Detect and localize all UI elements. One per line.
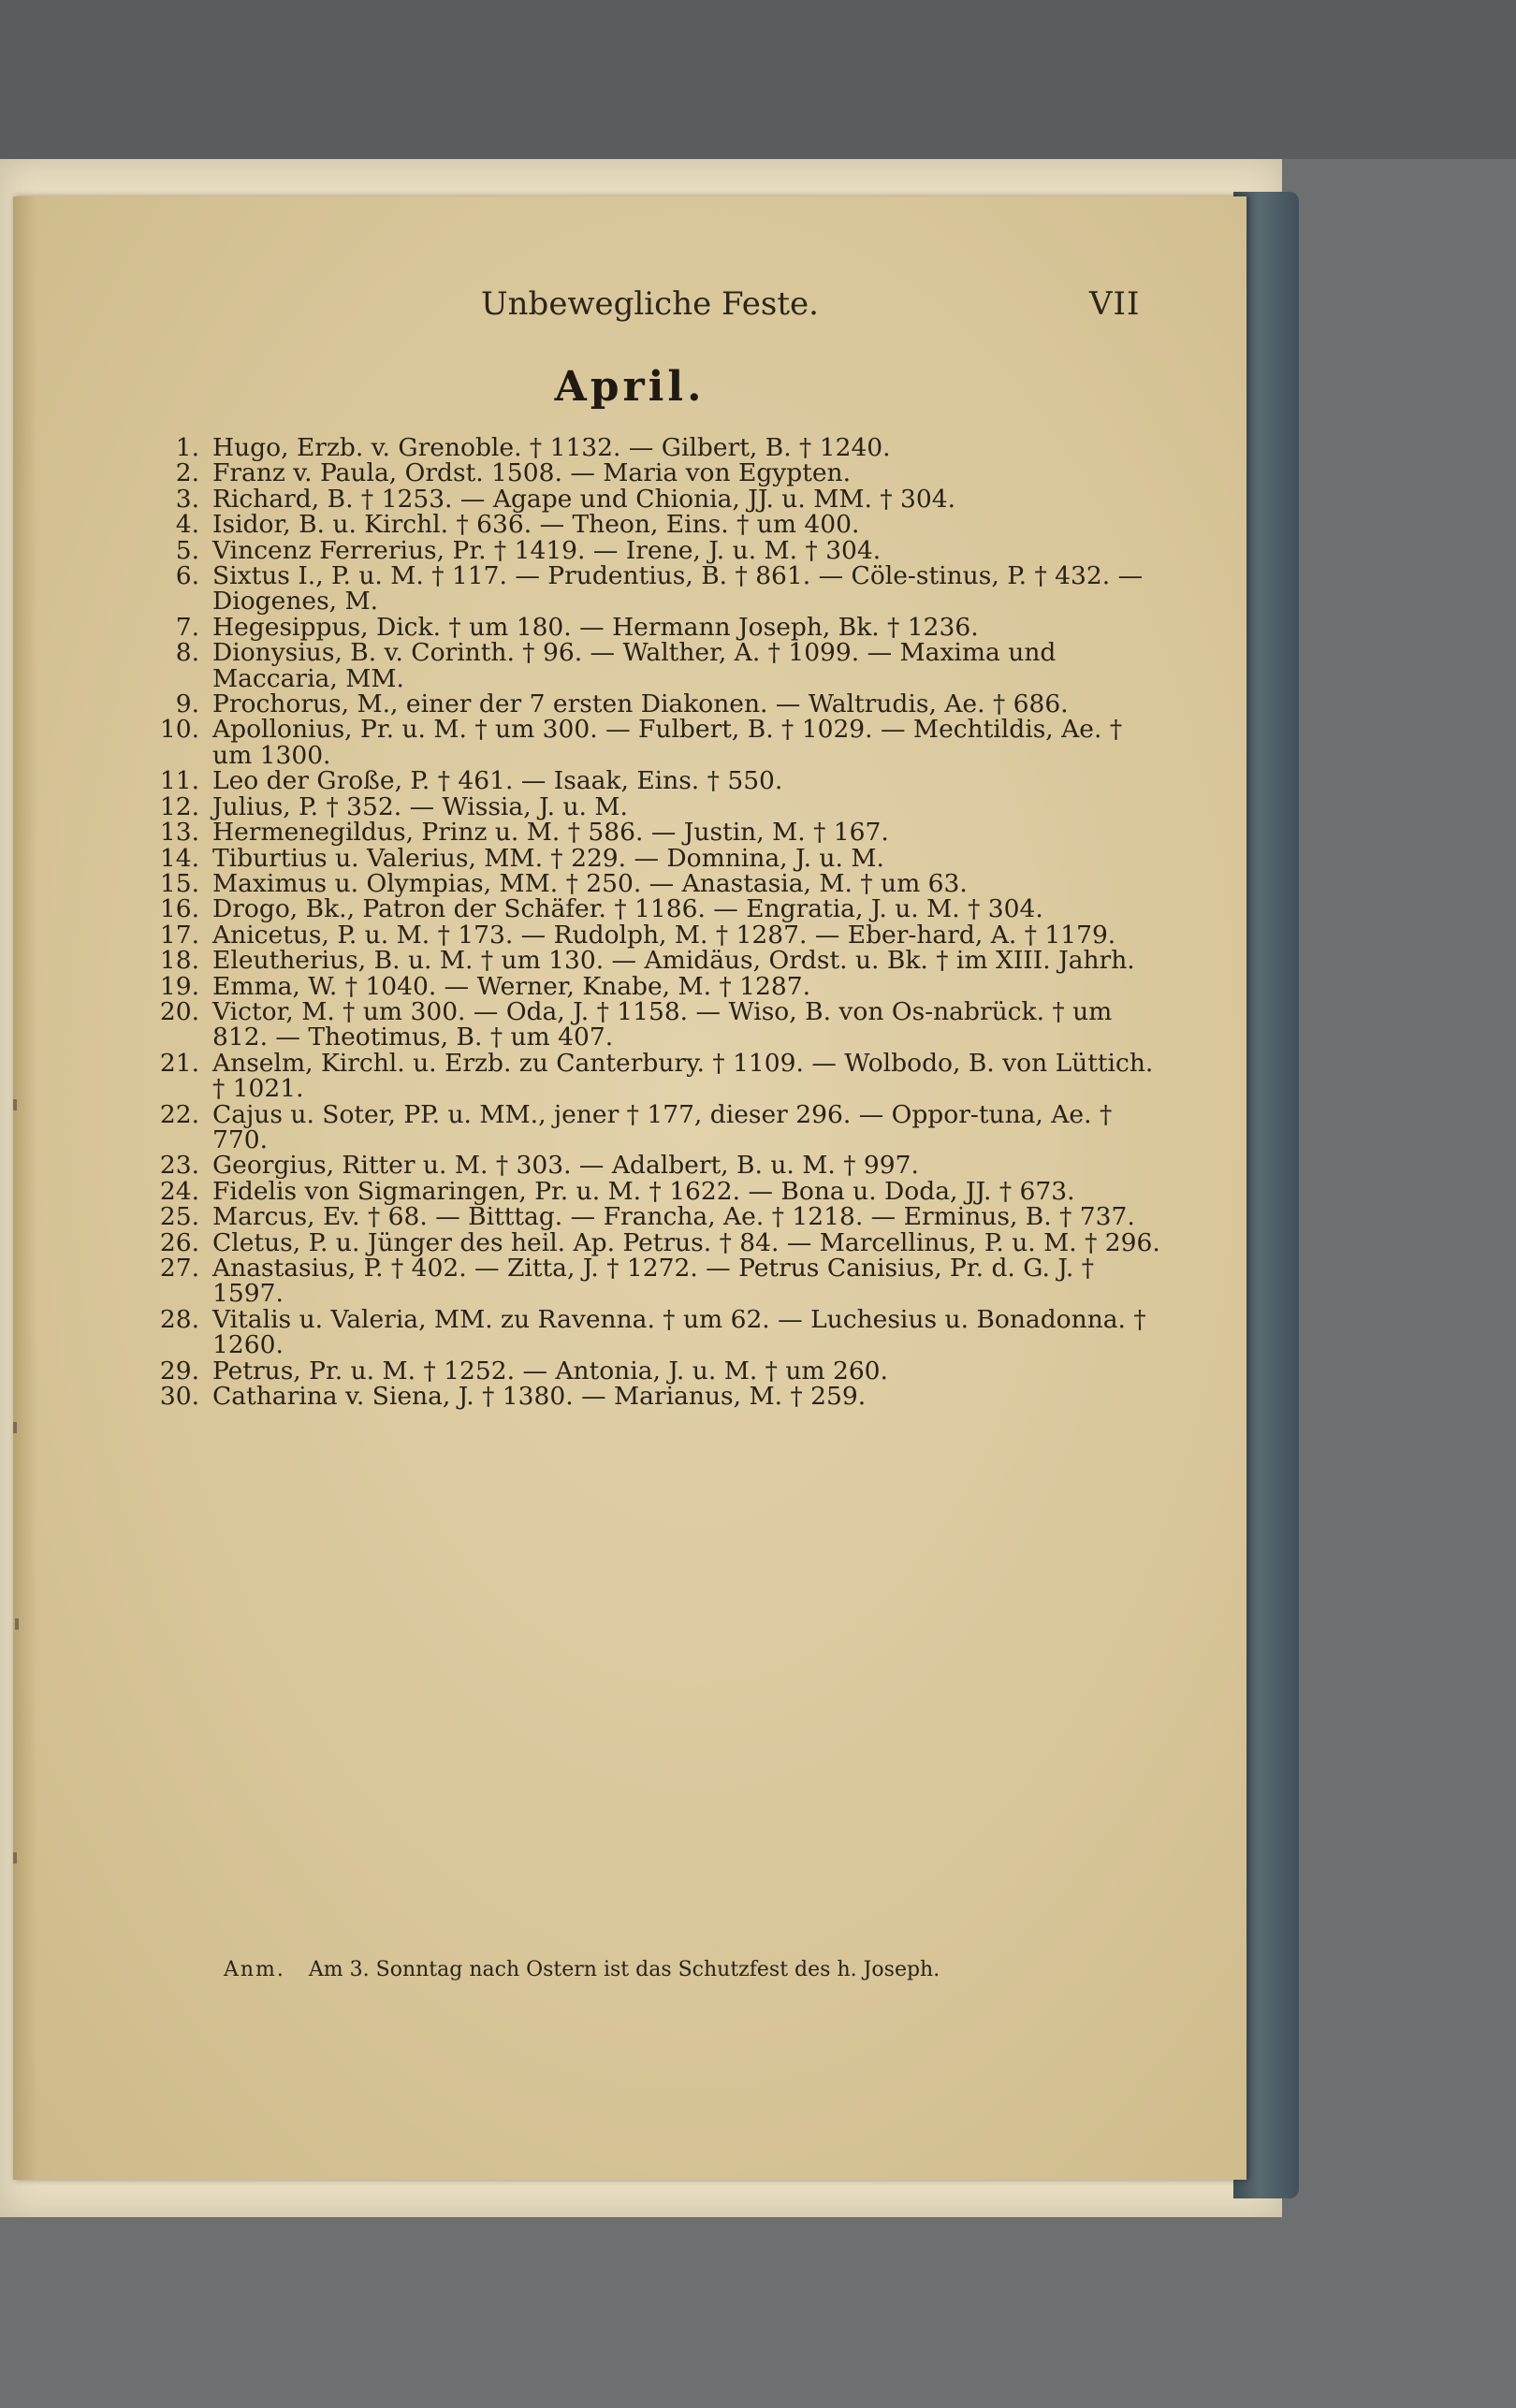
list-item bbox=[159, 1356, 1169, 1385]
feast-entry-text: Vincenz Ferrerius, Pr. † 1419. — Irene, J. u. M. † 304. bbox=[212, 535, 882, 565]
feast-entry-text: Drogo, Bk., Patron der Schäfer. † 1186. — Engratia, J. u. M. † 304. bbox=[212, 894, 1043, 924]
feast-entry-text: Leo der Große, P. † 461. — Isaak, Eins. † 550. bbox=[212, 766, 783, 796]
day-number: 23. bbox=[159, 1151, 199, 1181]
footnote-label: Anm. bbox=[224, 1958, 285, 1981]
feast-entry-text: Tiburtius u. Valerius, MM. † 229. — Domnina, J. u. M. bbox=[212, 843, 884, 873]
footnote-text: Am 3. Sonntag nach Ostern ist das Schutzfest des h. Joseph. bbox=[308, 1958, 940, 1981]
feast-entry-text: Emma, W. † 1040. — Werner, Knabe, M. † 1287. bbox=[212, 971, 811, 1001]
day-number: 7. bbox=[175, 612, 199, 642]
feast-entry-text: Dionysius, B. v. Corinth. † 96. — Walther, A. † 1099. — Maxima und Maccaria, MM. bbox=[212, 638, 1057, 693]
list-item bbox=[159, 818, 1169, 848]
list-item bbox=[159, 766, 1169, 796]
day-number: 16. bbox=[159, 894, 199, 924]
list-item bbox=[159, 1151, 1169, 1181]
list-item bbox=[159, 1048, 1169, 1104]
feast-entry-text: Victor, M. † um 300. — Oda, J. † 1158. — Wiso, B. von Os-nabrück. † um 812. — Theotimus, B. † um 407. bbox=[212, 996, 1113, 1052]
list-item bbox=[177, 460, 1169, 486]
day-number: 12. bbox=[159, 791, 199, 821]
list-item bbox=[175, 612, 1169, 642]
day-number: 26. bbox=[159, 1227, 199, 1257]
list-item bbox=[177, 435, 1169, 460]
day-number: 28. bbox=[159, 1304, 199, 1334]
list-item bbox=[159, 996, 1169, 1052]
list-item bbox=[177, 640, 1169, 691]
day-number: 19. bbox=[159, 971, 199, 1001]
feast-entry-text: Apollonius, Pr. u. M. † um 300. — Fulbert, B. † 1029. — Mechtildis, Ae. † um 1300. bbox=[212, 715, 1123, 770]
feast-entry-text: Prochorus, M., einer der 7 ersten Diakonen. — Waltrudis, Ae. † 686. bbox=[212, 689, 1069, 719]
list-item bbox=[159, 1304, 1169, 1360]
list-item bbox=[159, 1176, 1169, 1206]
list-item bbox=[159, 1202, 1169, 1232]
month-heading: April. bbox=[554, 363, 706, 411]
day-number: 22. bbox=[159, 1099, 199, 1129]
list-item bbox=[159, 791, 1169, 821]
list-item bbox=[159, 1254, 1169, 1309]
list-item bbox=[159, 1227, 1169, 1257]
feast-entry-text: Catharina v. Siena, J. † 1380. — Marianus, M. † 259. bbox=[212, 1382, 867, 1412]
feast-entry-text: Cletus, P. u. Jünger des heil. Ap. Petrus. † 84. — Marcellinus, P. u. M. † 296. bbox=[212, 1227, 1160, 1257]
feast-entry-text: Isidor, B. u. Kirchl. † 636. — Theon, Eins. † um 400. bbox=[212, 510, 860, 540]
feast-entry-text: Richard, B. † 1253. — Agape und Chionia, JJ. u. MM. † 304. bbox=[212, 484, 956, 514]
page-mark bbox=[13, 1422, 17, 1433]
page-mark bbox=[13, 1099, 17, 1110]
feast-entry-text: Petrus, Pr. u. M. † 1252. — Antonia, J. u. M. † um 260. bbox=[212, 1356, 888, 1385]
day-number: 14. bbox=[159, 843, 199, 873]
list-item bbox=[159, 920, 1169, 950]
day-number: 3. bbox=[175, 484, 199, 514]
feast-entry-text: Maximus u. Olympias, MM. † 250. — Anastasia, M. † um 63. bbox=[212, 868, 968, 898]
day-number: 30. bbox=[159, 1382, 199, 1412]
scan-background bbox=[0, 0, 1516, 159]
day-number: 10. bbox=[159, 715, 199, 745]
day-number: 29. bbox=[159, 1356, 199, 1385]
day-number: 20. bbox=[159, 996, 199, 1026]
list-item bbox=[159, 868, 1169, 898]
day-number: 24. bbox=[159, 1176, 199, 1206]
day-number: 18. bbox=[159, 946, 199, 976]
feast-entry-text: Vitalis u. Valeria, MM. zu Ravenna. † um 62. — Luchesius u. Bonadonna. † 1260. bbox=[212, 1304, 1146, 1360]
feast-entry-text: Eleutherius, B. u. M. † um 130. — Amidäus, Ordst. u. Bk. † im XIII. Jahrh. bbox=[212, 946, 1135, 976]
list-item bbox=[159, 843, 1169, 873]
day-number: 2. bbox=[175, 458, 199, 488]
day-number: 8. bbox=[175, 638, 199, 668]
feast-entry-text: Julius, P. † 352. — Wissia, J. u. M. bbox=[212, 791, 628, 821]
list-item bbox=[175, 535, 1169, 565]
feast-entry-text: Hermenegildus, Prinz u. M. † 586. — Justin, M. † 167. bbox=[212, 818, 889, 848]
day-number: 1. bbox=[175, 433, 199, 462]
feast-entry-text: Georgius, Ritter u. M. † 303. — Adalbert, B. u. M. † 997. bbox=[212, 1151, 919, 1181]
day-number: 6. bbox=[175, 561, 199, 591]
feast-entry-text: Anicetus, P. u. M. † 173. — Rudolph, M. † 1287. — Eber-hard, A. † 1179. bbox=[212, 920, 1116, 950]
day-number: 13. bbox=[159, 818, 199, 848]
list-item bbox=[177, 563, 1169, 615]
day-number: 5. bbox=[175, 535, 199, 565]
feast-entry-text: Cajus u. Soter, PP. u. MM., jener † 177, dieser 296. — Oppor-tuna, Ae. † 770. bbox=[212, 1099, 1113, 1154]
day-number: 21. bbox=[159, 1048, 199, 1078]
page-mark bbox=[15, 1618, 19, 1630]
feast-entry-text: Hugo, Erzb. v. Grenoble. † 1132. — Gilbert, B. † 1240. bbox=[212, 433, 891, 462]
footnote bbox=[224, 1958, 1169, 1981]
day-number: 4. bbox=[175, 510, 199, 540]
list-item bbox=[159, 1099, 1169, 1154]
day-number: 9. bbox=[175, 689, 199, 719]
day-number: 27. bbox=[159, 1254, 199, 1283]
day-number: 11. bbox=[159, 766, 199, 796]
page-number: VII bbox=[1089, 285, 1141, 323]
list-item bbox=[159, 1382, 1169, 1412]
day-number: 15. bbox=[159, 868, 199, 898]
day-number: 17. bbox=[159, 920, 199, 950]
list-item bbox=[159, 894, 1169, 924]
list-item bbox=[177, 486, 1169, 512]
list-item bbox=[159, 715, 1169, 770]
list-item bbox=[177, 691, 1169, 717]
feast-entry-text: Fidelis von Sigmaringen, Pr. u. M. † 1622. — Bona u. Doda, JJ. † 673. bbox=[212, 1176, 1075, 1206]
running-head-title: Unbewegliche Feste. bbox=[481, 285, 819, 323]
feast-entry-text: Marcus, Ev. † 68. — Bitttag. — Francha, Ae. † 1218. — Erminus, B. † 737. bbox=[212, 1202, 1135, 1232]
book-page bbox=[13, 196, 1246, 2180]
feast-entry-text: Sixtus I., P. u. M. † 117. — Prudentius, B. † 861. — Cöle-stinus, P. † 432. — Diogenes, M. bbox=[212, 561, 1144, 617]
list-item bbox=[175, 510, 1169, 540]
feast-entry-text: Anselm, Kirchl. u. Erzb. zu Canterbury. † 1109. — Wolbodo, B. von Lüttich. † 1021. bbox=[212, 1048, 1154, 1104]
page-mark bbox=[13, 1852, 17, 1864]
day-number: 25. bbox=[159, 1202, 199, 1232]
feast-entry-text: Anastasius, P. † 402. — Zitta, J. † 1272. — Petrus Canisius, Pr. d. G. J. † 1597. bbox=[212, 1254, 1095, 1309]
list-item bbox=[159, 971, 1169, 1001]
list-item bbox=[159, 946, 1169, 976]
feast-entry-text: Franz v. Paula, Ordst. 1508. — Maria von Egypten. bbox=[212, 458, 852, 488]
feast-entry-text: Hegesippus, Dick. † um 180. — Hermann Joseph, Bk. † 1236. bbox=[212, 612, 979, 642]
feast-day-list bbox=[159, 433, 1169, 1412]
page-gutter-shadow bbox=[13, 196, 37, 2180]
